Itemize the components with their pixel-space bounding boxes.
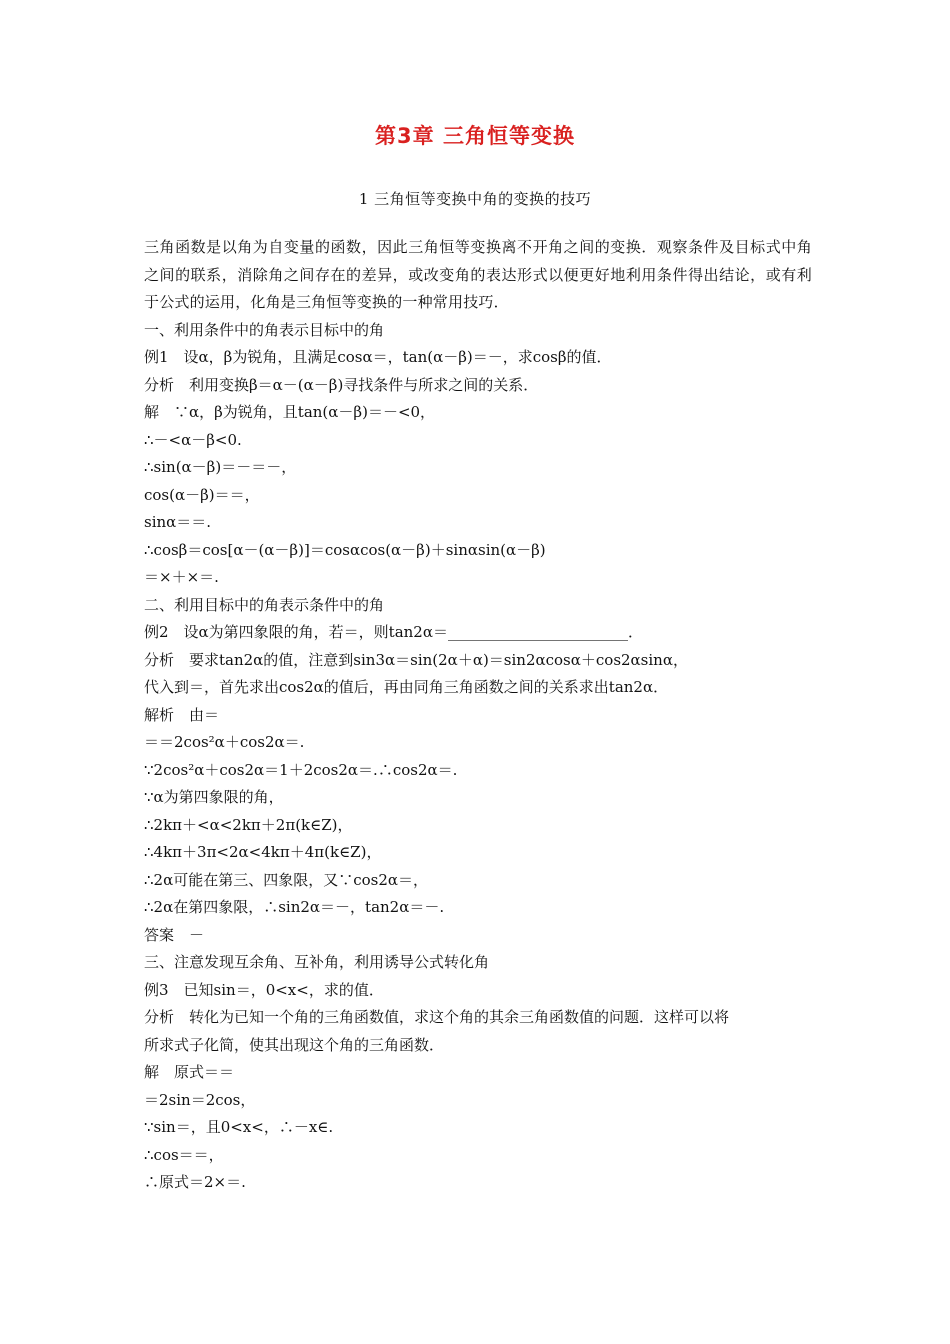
- example-2-answer: 答案 －: [144, 925, 205, 944]
- example-2-solution-line: ∴2kπ＋<α<2kπ＋2π(k∈Z)，: [144, 815, 353, 834]
- example-1-solution-line: cos(α－β)＝＝，: [144, 485, 260, 504]
- example-2-solution-line: ∴4kπ＋3π<2α<4kπ＋4π(k∈Z)，: [144, 843, 382, 861]
- example-3-question: 例3 已知sin＝，0<x<，求的值．: [144, 980, 384, 999]
- example-1-solution-line: ＝×＋×＝.: [144, 568, 219, 586]
- example-3-solution-line: ∴原式＝2×＝.: [144, 1173, 246, 1191]
- section-title: 1 三角恒等变换中角的变换的技巧: [358, 190, 592, 208]
- example-2-solution-line: ∵α为第四象限的角，: [144, 788, 284, 806]
- heading-part-1: 一、利用条件中的角表示目标中的角: [144, 320, 385, 339]
- example-1-question: 例1 设α，β为锐角，且满足cosα＝，tan(α－β)＝－，求cosβ的值．: [144, 348, 612, 366]
- example-2-solution-line: ∴2α可能在第三、四象限，又∵cos2α＝，: [144, 870, 429, 889]
- example-1-solution-line: ∴sin(α－β)＝－＝－，: [144, 458, 297, 476]
- heading-part-2: 二、利用目标中的角表示条件中的角: [144, 595, 385, 614]
- example-1-solution-line: sinα＝＝.: [144, 513, 212, 531]
- example-3-solution-line: ＝2sin＝2cos，: [144, 1090, 256, 1109]
- example-2-solution-line: ∴2α在第四象限，∴sin2α＝－，tan2α＝－.: [144, 898, 445, 916]
- example-2-solution-line: ＝＝2cos²α＋cos2α＝.: [144, 733, 305, 751]
- heading-part-3: 三、注意发现互余角、互补角，利用诱导公式转化角: [144, 953, 490, 971]
- chapter-title: 第3章 三角恒等变换: [375, 124, 575, 148]
- example-2-solution-line: ∵2cos²α＋cos2α＝1＋2cos2α＝.∴cos2α＝.: [144, 760, 458, 779]
- example-3-solution-line: ∴cos＝＝，: [144, 1145, 224, 1164]
- example-3-analysis: 所求式子化简，使其出现这个角的三角函数．: [144, 1035, 445, 1054]
- example-2-question: 例2 设α为第四象限的角，若＝，则tan2α＝________________________．: [144, 623, 643, 641]
- example-3-solution-line: ∵sin＝，且0<x<，∴－x∈.: [144, 1118, 334, 1136]
- example-1-solution-line: ∴－<α－β<0.: [144, 430, 242, 449]
- example-2-analysis: 分析 要求tan2α的值，注意到sin3α＝sin(2α＋α)＝sin2αcosα＋cos2αsinα，: [144, 650, 688, 669]
- example-1-solution-line: 解 ∵α，β为锐角，且tan(α－β)＝－<0，: [144, 403, 436, 421]
- body-text: [144, 234, 812, 1197]
- example-2-analysis: 代入到＝，首先求出cos2α的值后，再由同角三角函数之间的关系求出tan2α．: [144, 678, 669, 696]
- example-1-solution-line: ∴cosβ＝cos[α－(α－β)]＝cosαcos(α－β)＋sinαsin(α－β): [144, 540, 546, 559]
- example-2-solution-line: 解析 由＝: [144, 705, 220, 724]
- example-3-analysis: 分析 转化为已知一个角的三角函数值，求这个角的其余三角函数值的问题．这样可以将: [144, 1008, 730, 1026]
- example-1-analysis: 分析 利用变换β＝α－(α－β)寻找条件与所求之间的关系．: [144, 375, 539, 394]
- example-3-solution-line: 解 原式＝＝: [144, 1063, 235, 1081]
- intro-paragraph: 三角函数是以角为自变量的函数，因此三角恒等变换离不开角之间的变换．观察条件及目标式中角之间的联系，消除角之间存在的差异，或改变角的表达形式以便更好地利用条件得出结论，或有利于公式的运用，化角是三角恒等变换的一种常用技巧．: [144, 238, 812, 311]
